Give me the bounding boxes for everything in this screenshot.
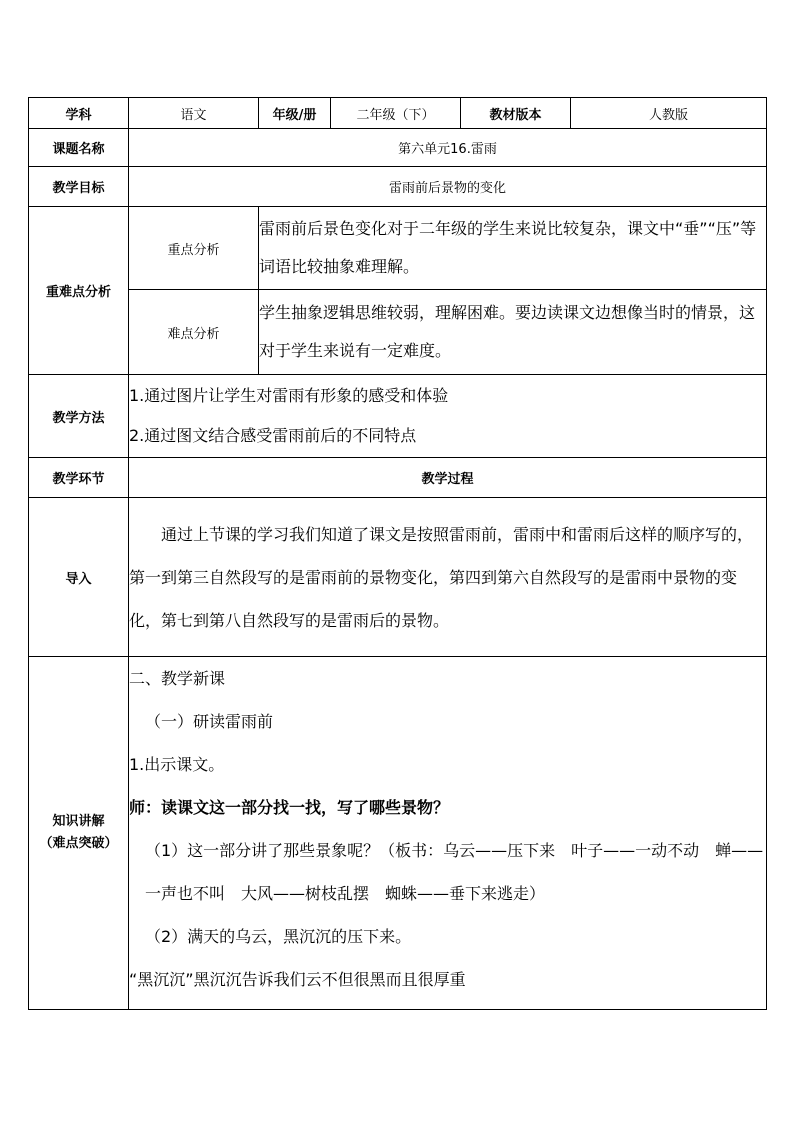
lesson-row bbox=[29, 129, 767, 167]
method-row bbox=[29, 375, 767, 458]
knowledge-label-line1: 知识讲解 bbox=[52, 814, 105, 829]
knowledge-line: 1.出示课文。 bbox=[129, 755, 225, 774]
key-point-text: 雷雨前后景色变化对于二年级的学生来说比较复杂，课文中“垂”“压”等词语比较抽象难理解。 bbox=[259, 207, 767, 290]
method-list bbox=[129, 375, 767, 458]
knowledge-label-line2: （难点突破） bbox=[39, 836, 118, 851]
key-point-row bbox=[29, 207, 767, 290]
intro-row bbox=[29, 498, 767, 657]
header-row bbox=[29, 98, 767, 129]
lesson-plan-table bbox=[28, 97, 767, 1010]
lesson-value: 第六单元16.雷雨 bbox=[129, 129, 767, 167]
knowledge-line: （一）研读雷雨前 bbox=[145, 712, 274, 731]
lesson-label: 课题名称 bbox=[29, 129, 129, 167]
grade-value: 二年级（下） bbox=[331, 98, 461, 129]
intro-cell bbox=[129, 498, 767, 657]
goal-value: 雷雨前后景物的变化 bbox=[129, 167, 767, 207]
method-item: 2.通过图文结合感受雷雨前后的不同特点 bbox=[129, 426, 417, 445]
method-item: 1.通过图片让学生对雷雨有形象的感受和体验 bbox=[129, 386, 449, 405]
hard-point-text: 学生抽象逻辑思维较弱，理解困难。要边读课文边想像当时的情景，这对于学生来说有一定难度。 bbox=[259, 290, 767, 375]
knowledge-line: （1）这一部分讲了那些景象呢？（板书：乌云——压下来 叶子——一动不动 蝉——一声也不叫 大风——树枝乱摆 蜘蛛——垂下来逃走） bbox=[145, 841, 764, 903]
knowledge-label bbox=[29, 657, 129, 1010]
knowledge-line: 二、教学新课 bbox=[129, 669, 226, 688]
knowledge-line: “黑沉沉”黑沉沉告诉我们云不但很黑而且很厚重 bbox=[129, 970, 466, 989]
grade-label: 年级/册 bbox=[259, 98, 331, 129]
process-header-row bbox=[29, 458, 767, 498]
process-stage-label: 教学环节 bbox=[29, 458, 129, 498]
goal-label: 教学目标 bbox=[29, 167, 129, 207]
knowledge-content bbox=[129, 657, 767, 1010]
intro-label: 导入 bbox=[29, 498, 129, 657]
intro-text: 通过上节课的学习我们知道了课文是按照雷雨前，雷雨中和雷雨后这样的顺序写的，第一到第三自然段写的是雷雨前的景物变化，第四到第六自然段写的是雷雨中景物的变化，第七到第八自然段写的是雷雨后的景物。 bbox=[129, 524, 754, 630]
knowledge-line: （2）满天的乌云，黑沉沉的压下来。 bbox=[145, 927, 412, 946]
subject-label: 学科 bbox=[29, 98, 129, 129]
goal-row bbox=[29, 167, 767, 207]
edition-value: 人教版 bbox=[571, 98, 767, 129]
knowledge-row bbox=[29, 657, 767, 1010]
edition-label: 教材版本 bbox=[461, 98, 571, 129]
hard-point-row bbox=[29, 290, 767, 375]
process-label: 教学过程 bbox=[129, 458, 767, 498]
knowledge-line: 师：读课文这一部分找一找，写了哪些景物？ bbox=[129, 798, 450, 817]
method-label: 教学方法 bbox=[29, 375, 129, 458]
difficulty-label: 重难点分析 bbox=[29, 207, 129, 375]
subject-value: 语文 bbox=[129, 98, 259, 129]
hard-point-label: 难点分析 bbox=[129, 290, 259, 375]
key-point-label: 重点分析 bbox=[129, 207, 259, 290]
